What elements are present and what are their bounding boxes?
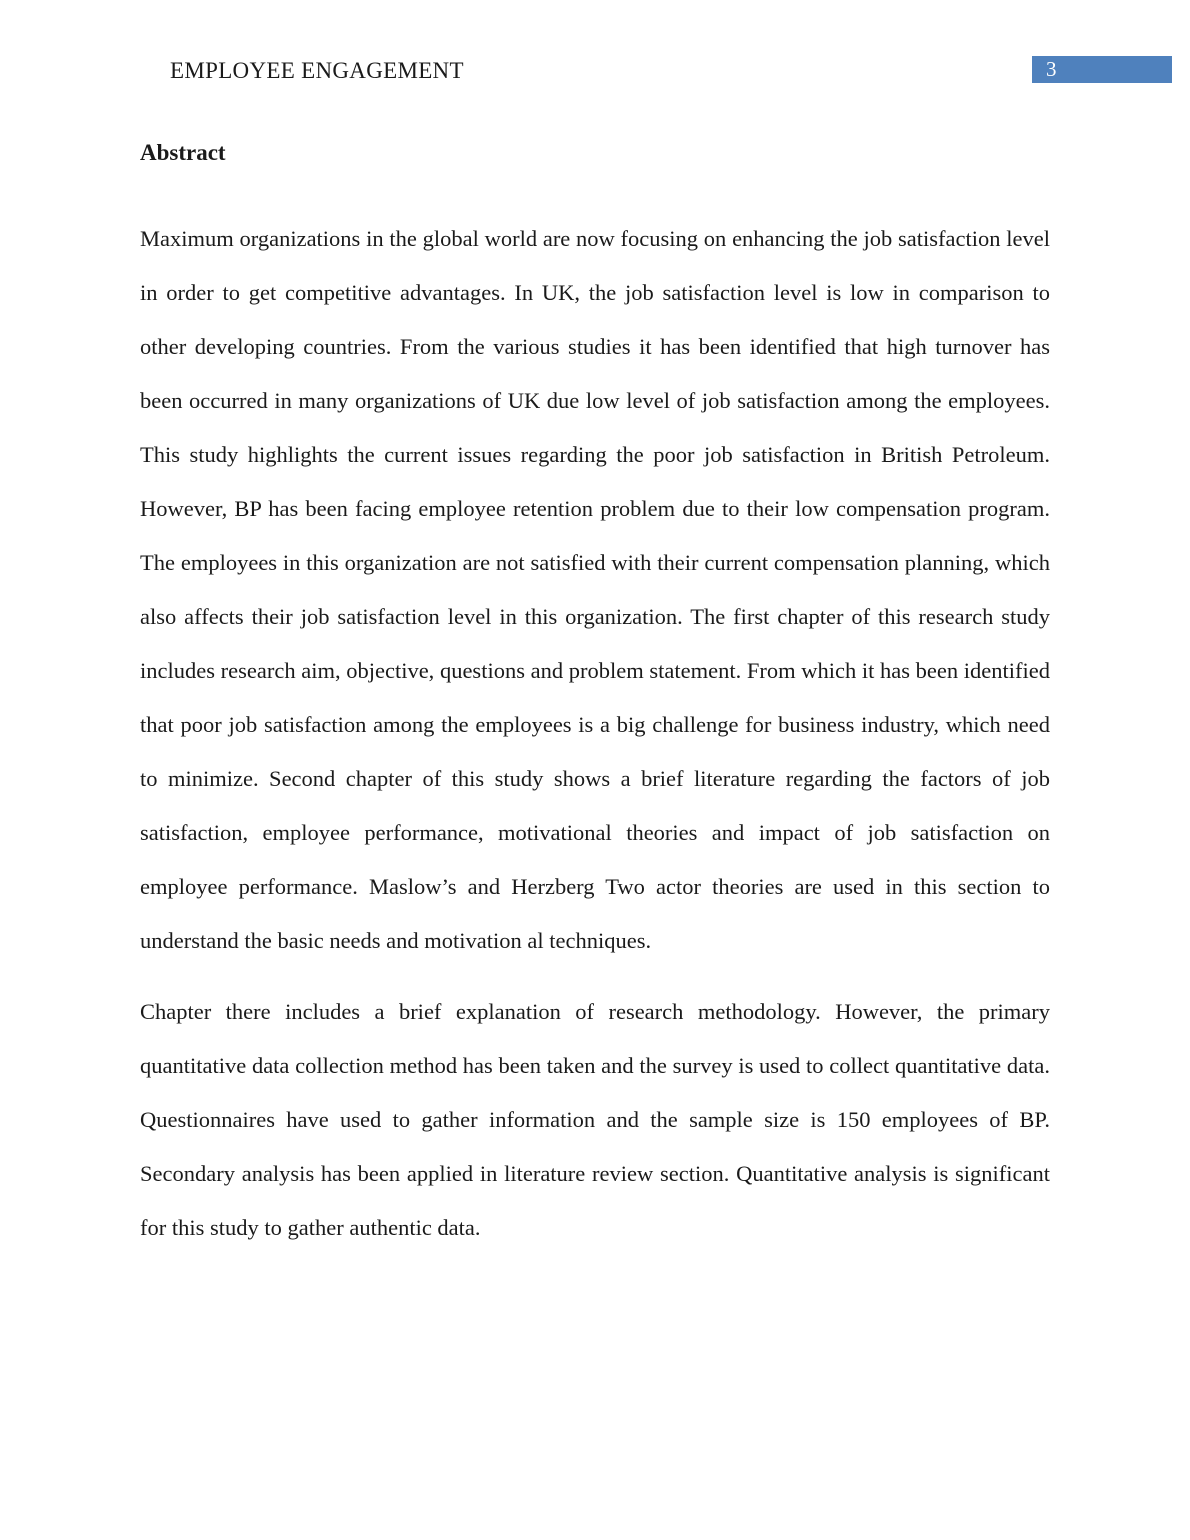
abstract-paragraph-2: Chapter there includes a brief explanation of research methodology. However, the primary quantitative data collection method has been taken and the survey is used to collect quantitative data. Questionnaires have used to gather information and the sample size is 150 employees of BP. Secondary analysis has been applied in literature review section. Quantitative analysis is significant for this study to gather authentic data. [140, 999, 1050, 1240]
abstract-paragraph-1: Maximum organizations in the global world are now focusing on enhancing the job satisfaction level in order to get competitive advantages. In UK, the job satisfaction level is low in comparison to other developing countries. From the various studies it has been identified that high turnover has been occurred in many organizations of UK due low level of job satisfaction among the employees. This study highlights the current issues regarding the poor job satisfaction in British Petroleum. However, BP has been facing employee retention problem due to their low compensation program. The employees in this organization are not satisfied with their current compensation planning, which also affects their job satisfaction level in this organization. The first chapter of this research study includes research aim, objective, questions and problem statement. From which it has been identified that poor job satisfaction among the employees is a big challenge for business industry, which need to minimize. Second chapter of this study shows a brief literature regarding the factors of job satisfaction, employee performance, motivational theories and impact of job satisfaction on employee performance. Maslow’s and Herzberg Two actor theories are used in this section to understand the basic needs and motivation al techniques. [140, 226, 1050, 953]
page-header [0, 0, 1190, 84]
page-content [0, 140, 1190, 1255]
running-head: EMPLOYEE ENGAGEMENT [170, 58, 464, 83]
page-number-badge: 3 [1032, 56, 1172, 83]
abstract-heading: Abstract [140, 140, 226, 165]
